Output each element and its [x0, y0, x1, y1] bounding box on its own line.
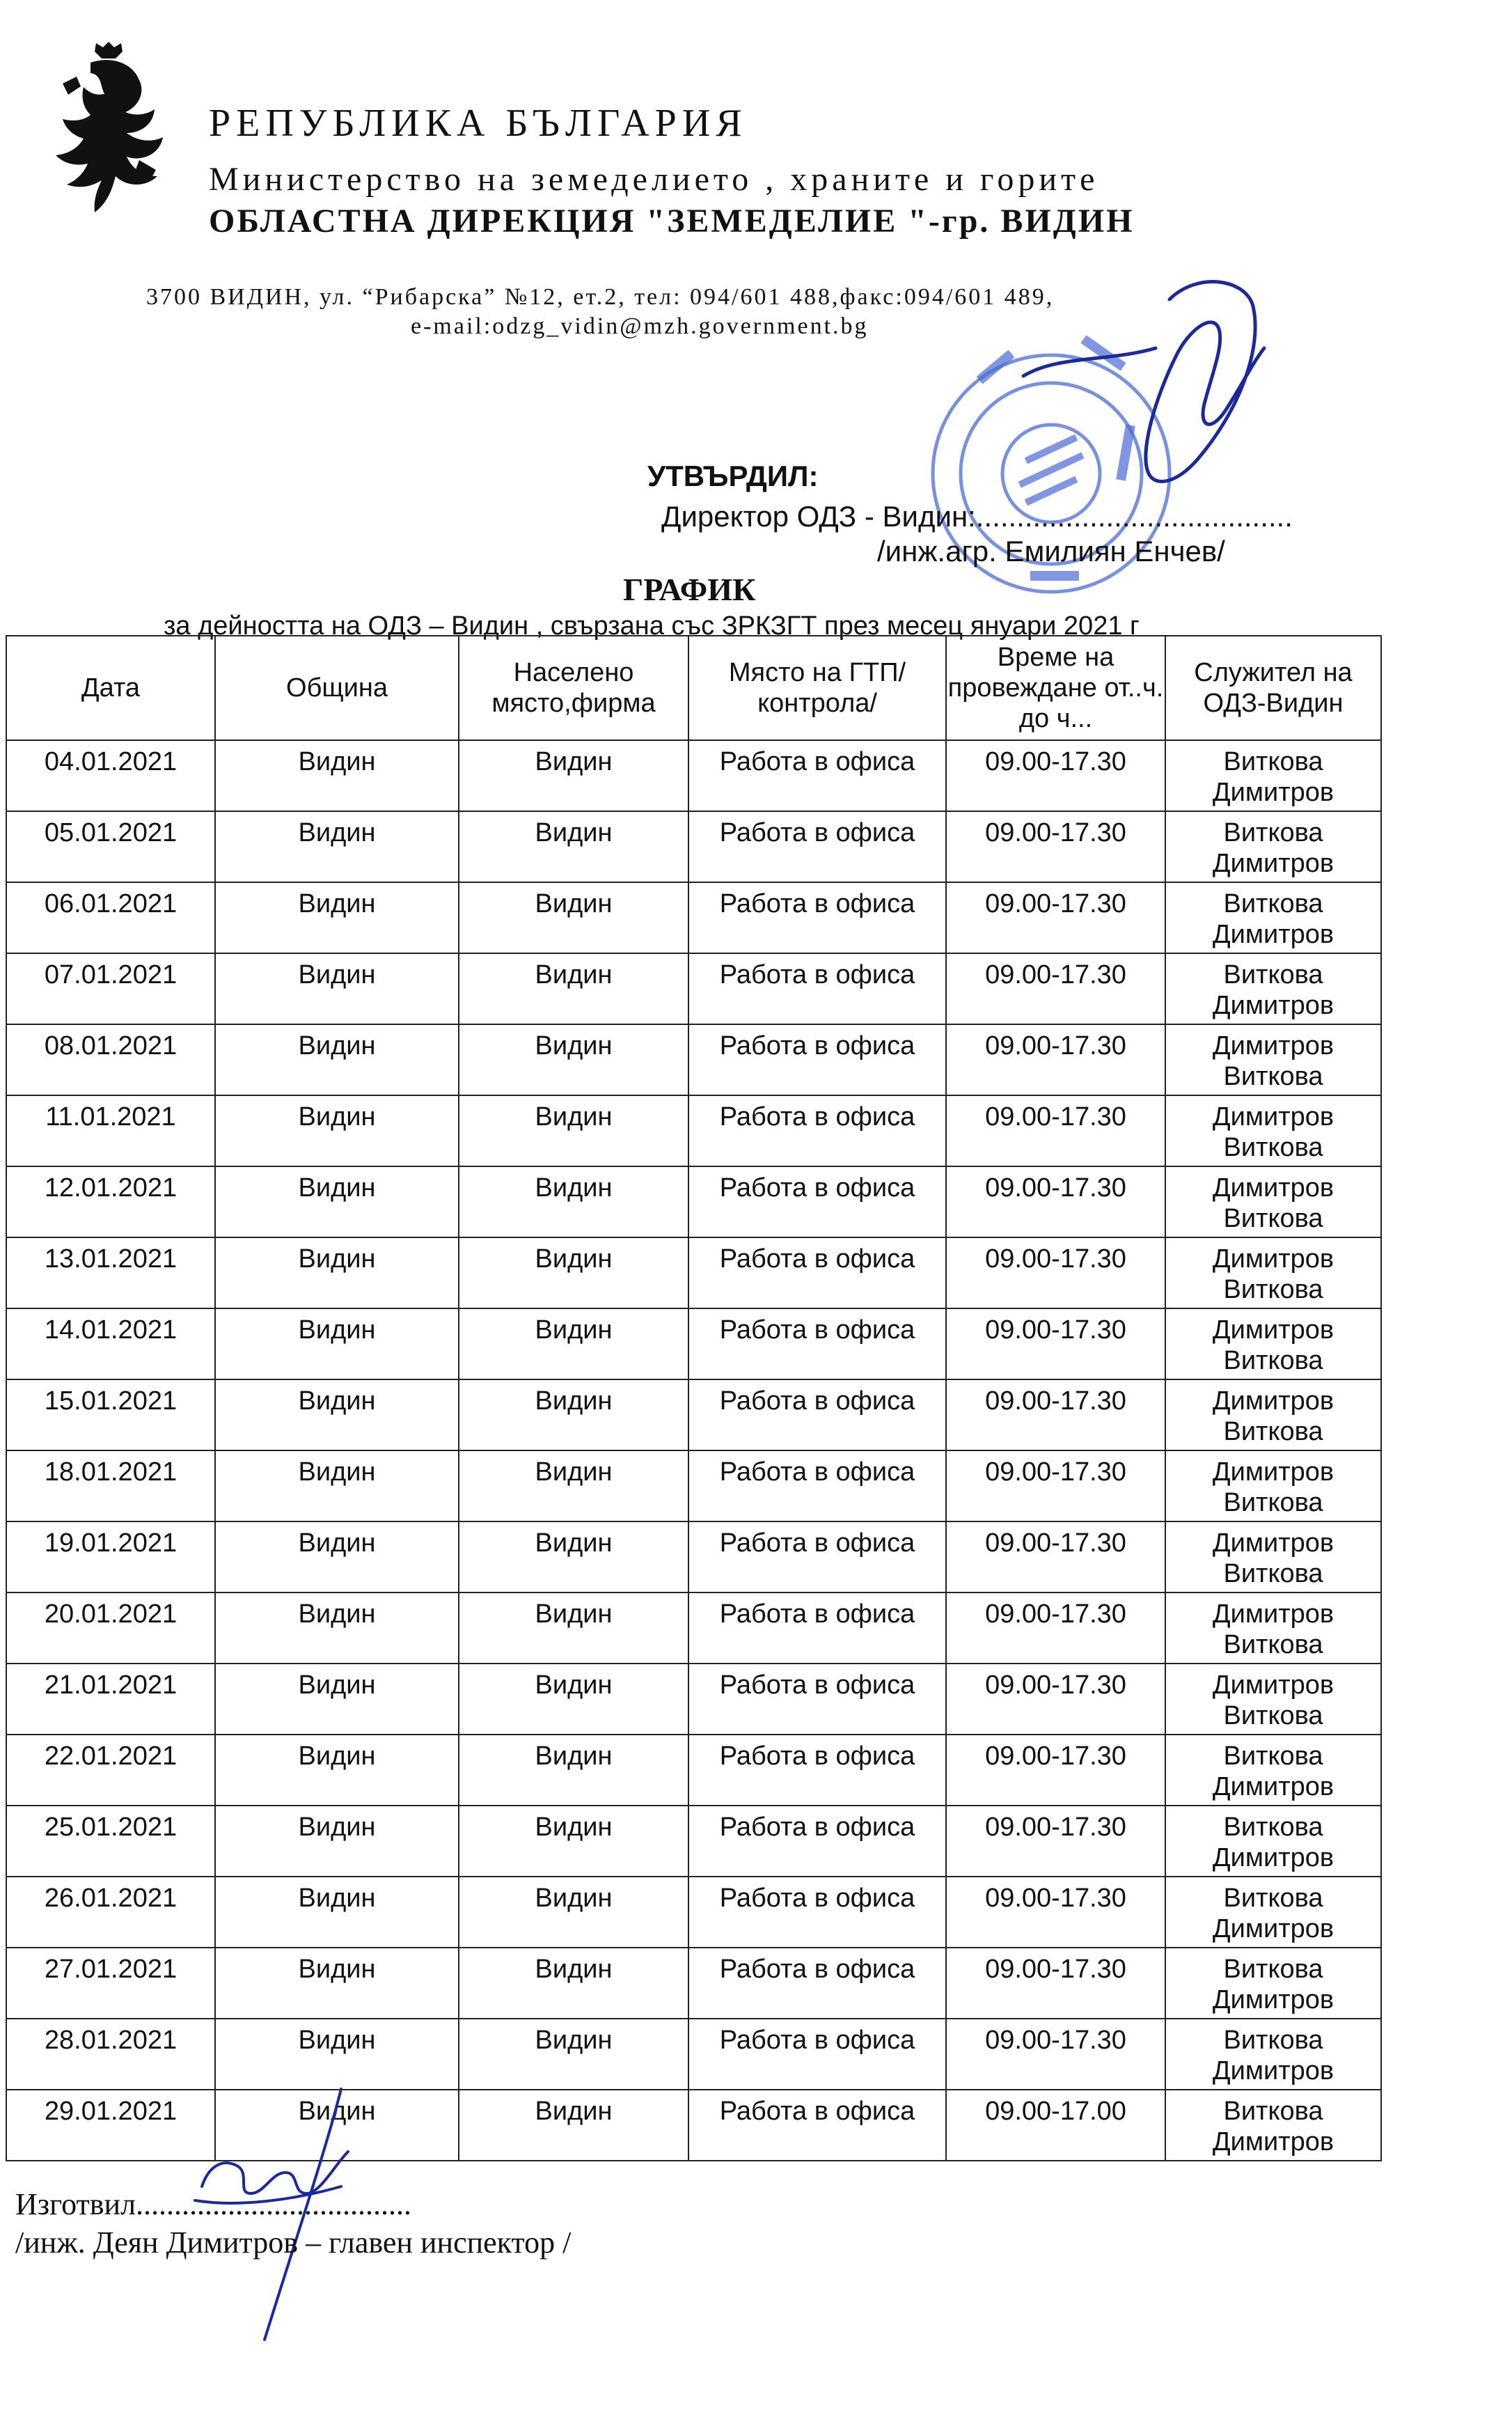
- cell-time: 09.00-17.30: [946, 1166, 1165, 1237]
- header-date: Дата: [6, 636, 215, 740]
- cell-municipality: Видин: [215, 882, 459, 953]
- document-title: ГРАФИК: [623, 572, 756, 607]
- employee-name: Виткова: [1223, 1813, 1323, 1842]
- cell-location: Работа в офиса: [688, 1379, 946, 1450]
- address-line: 3700 ВИДИН, ул. “Рибарска” №12, ет.2, тел: 094/601 488,факс:094/601 489,: [146, 284, 1055, 310]
- cell-time: 09.00-17.30: [946, 1735, 1165, 1806]
- employee-name: Димитров: [1212, 1985, 1334, 2014]
- table-row: [6, 1450, 1381, 1521]
- cell-location: Работа в офиса: [688, 1024, 946, 1095]
- cell-place: Видин: [459, 1024, 688, 1095]
- cell-time: 09.00-17.30: [946, 1664, 1165, 1735]
- ministry-name: Министерство на земеделието , храните и горите: [209, 161, 1099, 198]
- cell-date: 22.01.2021: [6, 1735, 215, 1806]
- cell-date: 15.01.2021: [6, 1379, 215, 1450]
- table-row: [6, 1592, 1381, 1664]
- employee-name: Виткова: [1223, 1346, 1323, 1375]
- cell-time: 09.00-17.30: [946, 740, 1165, 811]
- cell-date: 06.01.2021: [6, 882, 215, 953]
- cell-date: 07.01.2021: [6, 953, 215, 1024]
- cell-date: 28.01.2021: [6, 2019, 215, 2090]
- cell-municipality: Видин: [215, 2090, 459, 2161]
- employee-name: Виткова: [1223, 1884, 1323, 1913]
- cell-time: 09.00-17.30: [946, 1521, 1165, 1592]
- employee-name: Димитров: [1212, 1914, 1334, 1943]
- cell-municipality: Видин: [215, 1095, 459, 1166]
- cell-location: Работа в офиса: [688, 1664, 946, 1735]
- cell-time: 09.00-17.30: [946, 1450, 1165, 1521]
- employee-name: Димитров: [1212, 2127, 1334, 2157]
- cell-location: Работа в офиса: [688, 1166, 946, 1237]
- cell-municipality: Видин: [215, 1450, 459, 1521]
- employee-name: Виткова: [1223, 747, 1323, 776]
- cell-date: 25.01.2021: [6, 1806, 215, 1877]
- cell-place: Видин: [459, 1095, 688, 1166]
- employee-name: Виткова: [1223, 2097, 1323, 2126]
- table-row: [6, 811, 1381, 882]
- cell-municipality: Видин: [215, 1237, 459, 1308]
- table-row: [6, 1664, 1381, 1735]
- cell-employee: [1165, 1166, 1381, 1237]
- cell-employee: [1165, 1308, 1381, 1379]
- cell-location: Работа в офиса: [688, 1095, 946, 1166]
- cell-location: Работа в офиса: [688, 1806, 946, 1877]
- coat-of-arms-icon: [49, 42, 167, 230]
- table-row: [6, 1948, 1381, 2019]
- cell-employee: [1165, 2019, 1381, 2090]
- table-row: [6, 1166, 1381, 1237]
- cell-date: 21.01.2021: [6, 1664, 215, 1735]
- cell-date: 29.01.2021: [6, 2090, 215, 2161]
- cell-time: 09.00-17.30: [946, 1095, 1165, 1166]
- employee-name: Димитров: [1212, 1173, 1334, 1203]
- employee-name: Виткова: [1223, 2026, 1323, 2055]
- cell-date: 19.01.2021: [6, 1521, 215, 1592]
- employee-name: Виткова: [1223, 1062, 1323, 1091]
- cell-location: Работа в офиса: [688, 1450, 946, 1521]
- cell-date: 13.01.2021: [6, 1237, 215, 1308]
- cell-date: 27.01.2021: [6, 1948, 215, 2019]
- cell-location: Работа в офиса: [688, 2090, 946, 2161]
- cell-place: Видин: [459, 1592, 688, 1664]
- cell-time: 09.00-17.30: [946, 2019, 1165, 2090]
- table-header-row: [6, 636, 1381, 740]
- cell-employee: [1165, 1379, 1381, 1450]
- table-row: [6, 1095, 1381, 1166]
- employee-name: Димитров: [1212, 1031, 1334, 1061]
- cell-municipality: Видин: [215, 1664, 459, 1735]
- cell-time: 09.00-17.30: [946, 1379, 1165, 1450]
- employee-name: Виткова: [1223, 1630, 1323, 1659]
- cell-place: Видин: [459, 1664, 688, 1735]
- employee-name: Виткова: [1223, 960, 1323, 989]
- cell-municipality: Видин: [215, 1592, 459, 1664]
- cell-employee: [1165, 1735, 1381, 1806]
- cell-time: 09.00-17.30: [946, 1237, 1165, 1308]
- cell-municipality: Видин: [215, 1877, 459, 1948]
- cell-place: Видин: [459, 1948, 688, 2019]
- header-employee: Служител на ОДЗ-Видин: [1165, 636, 1381, 740]
- preparer-name: /инж. Деян Димитров – главен инспектор /: [15, 2225, 572, 2260]
- cell-municipality: Видин: [215, 1806, 459, 1877]
- table-row: [6, 1308, 1381, 1379]
- cell-location: Работа в офиса: [688, 2019, 946, 2090]
- table-row: [6, 1521, 1381, 1592]
- cell-time: 09.00-17.30: [946, 1592, 1165, 1664]
- employee-name: Виткова: [1223, 1701, 1323, 1730]
- cell-location: Работа в офиса: [688, 1877, 946, 1948]
- prepared-by-label: Изготвил....................................: [15, 2187, 412, 2221]
- cell-date: 12.01.2021: [6, 1166, 215, 1237]
- header-municipality: Община: [215, 636, 459, 740]
- cell-place: Видин: [459, 1379, 688, 1450]
- table-row: [6, 1024, 1381, 1095]
- cell-time: 09.00-17.30: [946, 1877, 1165, 1948]
- cell-place: Видин: [459, 811, 688, 882]
- cell-municipality: Видин: [215, 953, 459, 1024]
- cell-place: Видин: [459, 1521, 688, 1592]
- employee-name: Димитров: [1212, 1315, 1334, 1345]
- cell-time: 09.00-17.30: [946, 882, 1165, 953]
- employee-name: Димитров: [1212, 1244, 1334, 1274]
- employee-name: Виткова: [1223, 818, 1323, 847]
- cell-time: 09.00-17.30: [946, 1024, 1165, 1095]
- employee-name: Димитров: [1212, 1670, 1334, 1700]
- cell-municipality: Видин: [215, 2019, 459, 2090]
- header-time: Време на провеждане от..ч. до ч...: [946, 636, 1165, 740]
- cell-location: Работа в офиса: [688, 1308, 946, 1379]
- cell-municipality: Видин: [215, 1735, 459, 1806]
- employee-name: Димитров: [1212, 1528, 1334, 1558]
- directorate-name: ОБЛАСТНА ДИРЕКЦИЯ "ЗЕМЕДЕЛИЕ "-гр. ВИДИН: [209, 203, 1135, 240]
- employee-name: Димитров: [1212, 1386, 1334, 1416]
- cell-place: Видин: [459, 1806, 688, 1877]
- cell-location: Работа в офиса: [688, 740, 946, 811]
- cell-place: Видин: [459, 882, 688, 953]
- employee-name: Виткова: [1223, 889, 1323, 918]
- cell-location: Работа в офиса: [688, 1237, 946, 1308]
- table-row: [6, 1877, 1381, 1948]
- cell-location: Работа в офиса: [688, 953, 946, 1024]
- employee-name: Виткова: [1223, 1133, 1323, 1162]
- employee-name: Димитров: [1212, 1843, 1334, 1872]
- employee-name: Димитров: [1212, 1772, 1334, 1801]
- cell-location: Работа в офиса: [688, 1948, 946, 2019]
- cell-date: 20.01.2021: [6, 1592, 215, 1664]
- cell-place: Видин: [459, 1450, 688, 1521]
- cell-employee: [1165, 740, 1381, 811]
- cell-employee: [1165, 953, 1381, 1024]
- cell-employee: [1165, 882, 1381, 953]
- table-row: [6, 882, 1381, 953]
- table-row: [6, 1735, 1381, 1806]
- cell-time: 09.00-17.00: [946, 2090, 1165, 2161]
- cell-date: 04.01.2021: [6, 740, 215, 811]
- cell-place: Видин: [459, 953, 688, 1024]
- country-name: РЕПУБЛИКА БЪЛГАРИЯ: [209, 102, 748, 145]
- employee-name: Димитров: [1212, 849, 1334, 878]
- cell-date: 05.01.2021: [6, 811, 215, 882]
- cell-time: 09.00-17.30: [946, 1806, 1165, 1877]
- cell-date: 18.01.2021: [6, 1450, 215, 1521]
- cell-municipality: Видин: [215, 1379, 459, 1450]
- header-place: Населено място,фирма: [459, 636, 688, 740]
- cell-location: Работа в офиса: [688, 1521, 946, 1592]
- cell-employee: [1165, 1664, 1381, 1735]
- cell-location: Работа в офиса: [688, 1735, 946, 1806]
- table-row: [6, 1806, 1381, 1877]
- cell-date: 11.01.2021: [6, 1095, 215, 1166]
- cell-location: Работа в офиса: [688, 882, 946, 953]
- employee-name: Виткова: [1223, 1488, 1323, 1517]
- cell-time: 09.00-17.30: [946, 1948, 1165, 2019]
- header-location: Място на ГТП/контрола/: [688, 636, 946, 740]
- cell-place: Видин: [459, 1166, 688, 1237]
- cell-municipality: Видин: [215, 1948, 459, 2019]
- email-line: e-mail:odzg_vidin@mzh.government.bg: [411, 313, 869, 339]
- cell-employee: [1165, 1948, 1381, 2019]
- cell-place: Видин: [459, 1237, 688, 1308]
- cell-employee: [1165, 811, 1381, 882]
- cell-municipality: Видин: [215, 811, 459, 882]
- cell-municipality: Видин: [215, 740, 459, 811]
- cell-date: 08.01.2021: [6, 1024, 215, 1095]
- employee-name: Димитров: [1212, 1599, 1334, 1629]
- cell-employee: [1165, 1877, 1381, 1948]
- cell-place: Видин: [459, 740, 688, 811]
- employee-name: Димитров: [1212, 2056, 1334, 2085]
- table-row: [6, 953, 1381, 1024]
- employee-name: Димитров: [1212, 991, 1334, 1020]
- schedule-table: [6, 635, 1382, 2161]
- employee-name: Димитров: [1212, 1457, 1334, 1487]
- cell-municipality: Видин: [215, 1521, 459, 1592]
- employee-name: Димитров: [1212, 778, 1334, 807]
- table-row: [6, 1379, 1381, 1450]
- cell-employee: [1165, 1521, 1381, 1592]
- cell-date: 26.01.2021: [6, 1877, 215, 1948]
- cell-municipality: Видин: [215, 1308, 459, 1379]
- cell-time: 09.00-17.30: [946, 1308, 1165, 1379]
- director-signature-icon: [1009, 272, 1302, 501]
- employee-name: Димитров: [1212, 920, 1334, 949]
- cell-place: Видин: [459, 1877, 688, 1948]
- employee-name: Виткова: [1223, 1955, 1323, 1984]
- approved-label: УТВЪРДИЛ:: [647, 460, 819, 492]
- employee-name: Виткова: [1223, 1742, 1323, 1771]
- employee-name: Виткова: [1223, 1417, 1323, 1446]
- table-row: [6, 1237, 1381, 1308]
- employee-name: Виткова: [1223, 1275, 1323, 1304]
- approver-role: Директор ОДЗ - Видин:.......................................: [661, 500, 1293, 533]
- cell-time: 09.00-17.30: [946, 811, 1165, 882]
- cell-municipality: Видин: [215, 1024, 459, 1095]
- table-row: [6, 740, 1381, 811]
- cell-date: 14.01.2021: [6, 1308, 215, 1379]
- table-body: [6, 740, 1381, 2161]
- cell-employee: [1165, 1450, 1381, 1521]
- employee-name: Виткова: [1223, 1204, 1323, 1233]
- cell-location: Работа в офиса: [688, 811, 946, 882]
- cell-time: 09.00-17.30: [946, 953, 1165, 1024]
- cell-employee: [1165, 1237, 1381, 1308]
- cell-place: Видин: [459, 1308, 688, 1379]
- cell-employee: [1165, 1095, 1381, 1166]
- cell-municipality: Видин: [215, 1166, 459, 1237]
- cell-employee: [1165, 2090, 1381, 2161]
- cell-place: Видин: [459, 2090, 688, 2161]
- document-subtitle: за дейността на ОДЗ – Видин , свързана със ЗРКЗГТ през месец януари 2021 г: [164, 611, 1140, 641]
- cell-employee: [1165, 1024, 1381, 1095]
- cell-location: Работа в офиса: [688, 1592, 946, 1664]
- cell-place: Видин: [459, 2019, 688, 2090]
- cell-employee: [1165, 1592, 1381, 1664]
- table-row: [6, 2019, 1381, 2090]
- approver-name: /инж.агр. Емилиян Енчев/: [877, 535, 1225, 568]
- employee-name: Виткова: [1223, 1559, 1323, 1588]
- employee-name: Димитров: [1212, 1102, 1334, 1132]
- cell-employee: [1165, 1806, 1381, 1877]
- cell-place: Видин: [459, 1735, 688, 1806]
